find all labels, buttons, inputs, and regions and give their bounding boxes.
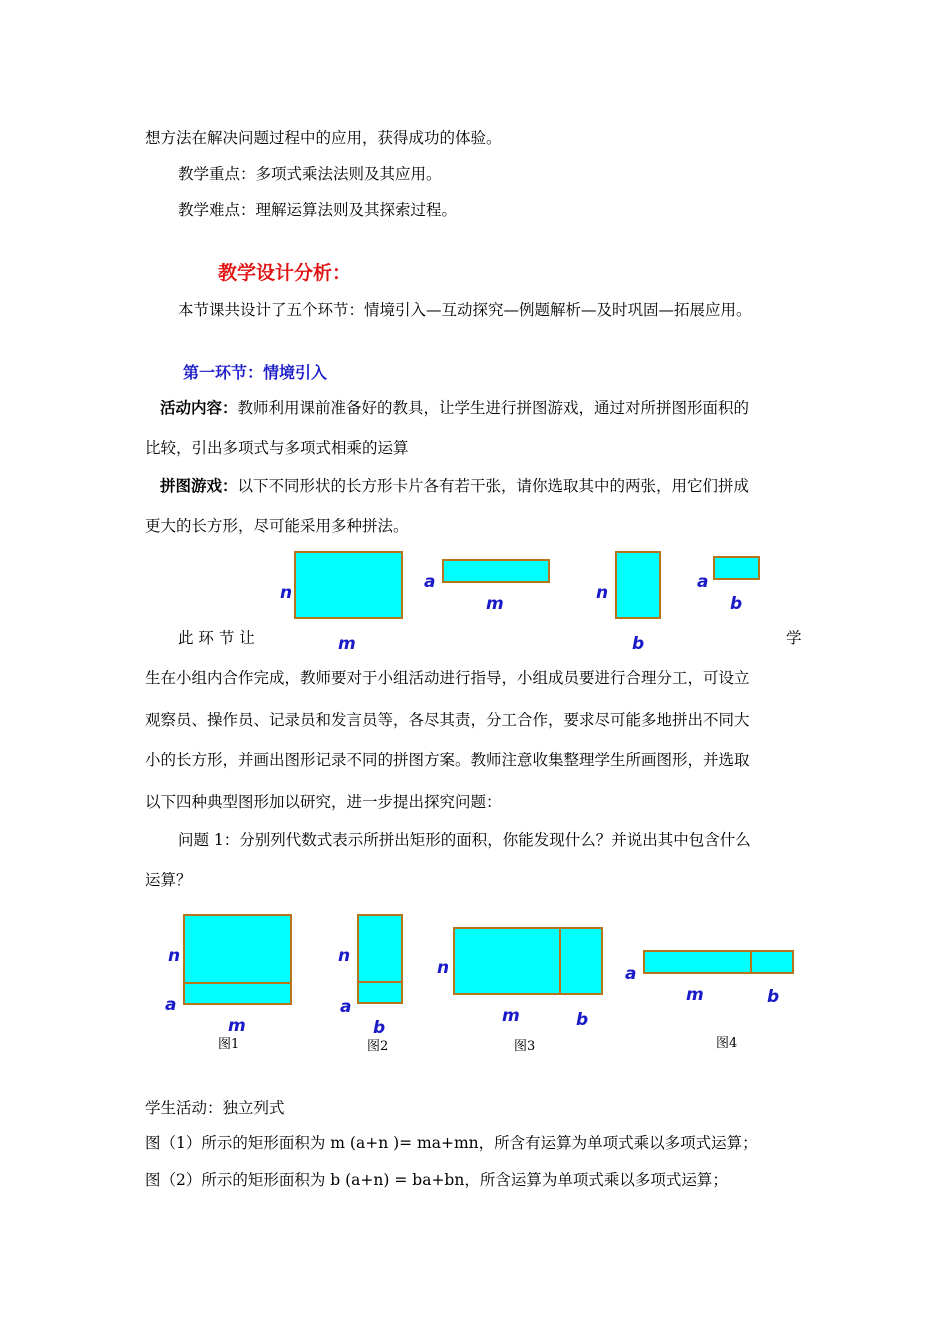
label-m: m xyxy=(338,634,356,654)
card-ab xyxy=(713,556,760,580)
paragraph-line: 学生活动：独立列式 xyxy=(145,1099,285,1117)
label-m: m xyxy=(228,1016,246,1036)
figure-caption: 图2 xyxy=(367,1039,389,1054)
label-n: n xyxy=(437,958,450,978)
activity-label: 活动内容： xyxy=(160,399,238,417)
label-m: m xyxy=(502,1006,520,1026)
figure-caption: 图4 xyxy=(716,1036,738,1051)
section-heading: 教学设计分析： xyxy=(218,262,352,284)
subsection-heading: 第一环节：情境引入 xyxy=(183,363,328,382)
paragraph-line: 想方法在解决问题过程中的应用，获得成功的体验。 xyxy=(145,129,502,147)
paragraph-line: 本节课共设计了五个环节：情境引入—互动探究—例题解析—及时巩固—拓展应用。 xyxy=(178,301,752,319)
paragraph-line: 小的长方形，并画出图形记录不同的拼图方案。教师注意收集整理学生所画图形，并选取 xyxy=(145,751,750,769)
label-b: b xyxy=(730,594,743,614)
fig2-bottom-rect xyxy=(357,981,403,1004)
key-point: 教学重点：多项式乘法法则及其应用。 xyxy=(178,165,442,183)
label-a: a xyxy=(697,572,709,592)
paragraph-line: 比较，引出多项式与多项式相乘的运算 xyxy=(145,439,409,457)
paragraph-line: 以下四种典型图形加以研究，进一步提出探究问题： xyxy=(145,793,502,811)
label-a: a xyxy=(165,995,177,1015)
label-n: n xyxy=(338,946,351,966)
fig2-top-rect xyxy=(357,914,403,983)
difficulty-point: 教学难点：理解运算法则及其探索过程。 xyxy=(178,201,458,219)
paragraph-line: 此 环 节 让 xyxy=(178,629,255,647)
card-nb xyxy=(615,551,661,619)
label-n: n xyxy=(280,583,293,603)
activity-text: 教师利用课前准备好的教具，让学生进行拼图游戏，通过对所拼图形面积的 xyxy=(237,399,750,417)
card-ma xyxy=(442,559,550,583)
fig4-right-rect xyxy=(750,950,794,974)
label-b: b xyxy=(632,634,645,654)
paragraph-line: 更大的长方形，尽可能采用多种拼法。 xyxy=(145,517,409,535)
card-mn xyxy=(294,551,403,619)
figure-caption: 图3 xyxy=(514,1039,536,1054)
label-a: a xyxy=(424,572,436,592)
game-text: 以下不同形状的长方形卡片各有若干张，请你选取其中的两张，用它们拼成 xyxy=(237,477,750,495)
label-m: m xyxy=(486,594,504,614)
fig3-left-rect xyxy=(453,927,561,995)
label-b: b xyxy=(373,1018,386,1038)
game-line xyxy=(160,476,749,496)
label-n: n xyxy=(596,583,609,603)
paragraph-line: 观察员、操作员、记录员和发言员等，各尽其责，分工合作，要求尽可能多地拼出不同大 xyxy=(145,711,750,729)
fig1-top-rect xyxy=(183,914,292,984)
fig4-left-rect xyxy=(643,950,752,974)
figure-caption: 图1 xyxy=(218,1037,240,1052)
paragraph-line: 学 xyxy=(786,629,802,647)
fig1-bottom-rect xyxy=(183,982,292,1005)
label-b: b xyxy=(767,987,780,1007)
paragraph-line: 生在小组内合作完成，教师要对于小组活动进行指导，小组成员要进行合理分工，可设立 xyxy=(145,669,750,687)
paragraph-line: 图（1）所示的矩形面积为 m (a+n )= ma+mn，所含有运算为单项式乘以多项式运算； xyxy=(145,1134,758,1152)
label-b: b xyxy=(576,1010,589,1030)
question-line: 问题 1：分别列代数式表示所拼出矩形的面积，你能发现什么？并说出其中包含什么 xyxy=(178,831,751,849)
paragraph-line: 图（2）所示的矩形面积为 b (a+n) = ba+bn，所含运算为单项式乘以多项式运算； xyxy=(145,1171,728,1189)
game-label: 拼图游戏： xyxy=(160,477,238,495)
fig3-right-rect xyxy=(559,927,603,995)
label-m: m xyxy=(686,985,704,1005)
paragraph-line: 运算？ xyxy=(145,871,192,889)
activity-line xyxy=(160,398,749,418)
label-a: a xyxy=(340,997,352,1017)
label-a: a xyxy=(625,964,637,984)
label-n: n xyxy=(168,946,181,966)
